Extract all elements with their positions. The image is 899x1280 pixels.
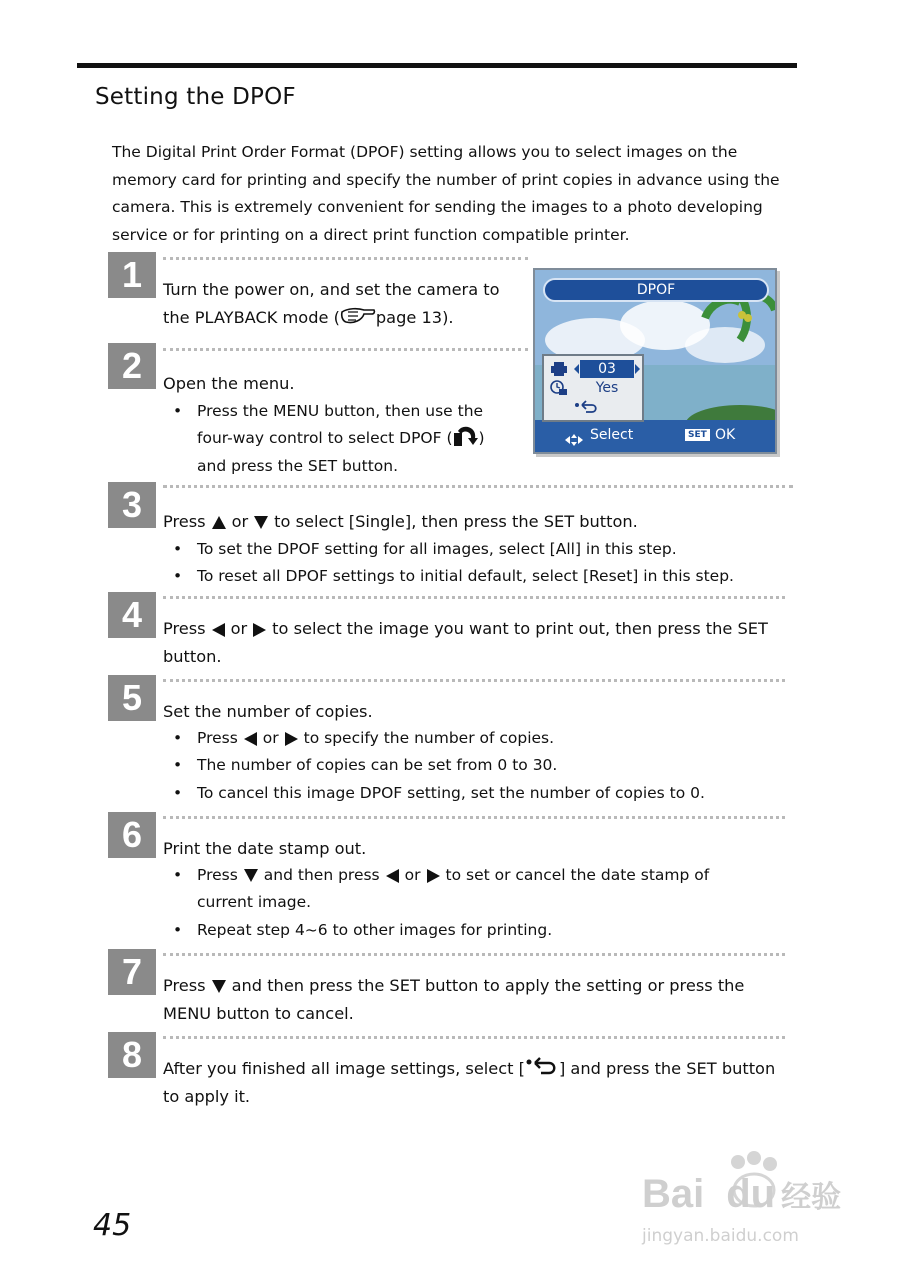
step-5-bullet-1: • Press or to specify the number of copies. — [173, 729, 555, 747]
step-7-text-cont: MENU button to cancel. — [163, 1004, 354, 1023]
step-5-bullet-3: • To cancel this image DPOF setting, set the number of copies to 0. — [173, 784, 705, 802]
page-reference-icon — [340, 306, 376, 326]
step-1-text: Turn the power on, and set the camera to the PLAYBACK mode ( page 13). — [163, 280, 500, 327]
step-6-bullet-1: • Press and then press or to set or cancel the date stamp of — [173, 866, 710, 884]
divider — [163, 816, 785, 819]
print-icon — [550, 361, 568, 381]
step-7-text: Press and then press the SET button to apply the setting or press the — [163, 976, 745, 995]
divider — [163, 953, 785, 956]
right-arrow-icon — [427, 869, 440, 883]
dpof-icon — [453, 425, 479, 447]
step-6-bullet-1-cont: current image. — [197, 893, 312, 911]
four-way-icon — [565, 429, 583, 454]
step-number-1: 1 — [108, 252, 156, 298]
watermark-url: jingyan.baidu.com — [642, 1226, 799, 1246]
watermark-cn: 经验 — [781, 1181, 842, 1214]
step-4-text: Press or to select the image you want to print out, then press the SET — [163, 619, 768, 638]
copies-value-box[interactable] — [580, 360, 634, 378]
dpof-header-label: DPOF — [636, 282, 676, 298]
divider — [163, 257, 528, 260]
page-number: 45 — [93, 1208, 132, 1243]
step-6-text: Print the date stamp out. — [163, 839, 367, 858]
divider — [163, 1036, 785, 1039]
exit-icon[interactable] — [574, 399, 600, 419]
exit-icon — [525, 1057, 559, 1077]
copies-left-arrow-icon — [574, 364, 579, 374]
date-stamp-icon — [550, 380, 568, 400]
step-6-bullet-2: • Repeat step 4~6 to other images for printing. — [173, 921, 553, 939]
step-5-bullet-2: • The number of copies can be set from 0 to 30. — [173, 756, 558, 774]
left-arrow-icon — [386, 869, 399, 883]
screen-footer — [535, 422, 775, 448]
copies-right-arrow-icon — [635, 364, 640, 374]
step-2-text: Open the menu. — [163, 374, 295, 393]
divider — [163, 596, 785, 599]
down-arrow-icon — [254, 516, 268, 529]
step-5-text: Set the number of copies. — [163, 702, 373, 721]
divider — [163, 485, 793, 488]
step-number-8: 8 — [108, 1032, 156, 1078]
copies-value: 03 — [598, 361, 616, 377]
top-rule — [77, 63, 797, 68]
step-number-4: 4 — [108, 592, 156, 638]
dpof-header-bar — [543, 278, 769, 302]
step-3-bullet-2: • To reset all DPOF settings to initial default, select [Reset] in this step. — [173, 567, 734, 585]
divider — [163, 348, 528, 351]
page-title: Setting the DPOF — [95, 84, 296, 110]
camera-screen — [533, 268, 777, 454]
step-2-bullet: • Press the MENU button, then use the — [173, 402, 484, 420]
left-arrow-icon — [244, 732, 257, 746]
step-8-text-cont: to apply it. — [163, 1087, 251, 1106]
watermark-brand2: du — [726, 1172, 776, 1216]
step-number-2: 2 — [108, 343, 156, 389]
divider — [163, 679, 785, 682]
right-arrow-icon — [253, 623, 266, 637]
step-2-bullet-cont: four-way control to select DPOF ( ) — [197, 425, 485, 453]
left-arrow-icon — [212, 623, 225, 637]
right-arrow-icon — [285, 732, 298, 746]
step-3-text: Press or to select [Single], then press the SET button. — [163, 512, 638, 531]
date-stamp-value: Yes — [595, 380, 619, 396]
step-number-6: 6 — [108, 812, 156, 858]
step-3-bullet-1: • To set the DPOF setting for all images, select [All] in this step. — [173, 540, 677, 558]
step-2-bullet-cont2: and press the SET button. — [197, 457, 399, 475]
down-arrow-icon — [244, 869, 258, 882]
step-4-text-cont: button. — [163, 647, 222, 666]
ok-label: OK — [715, 427, 736, 443]
set-badge: SET — [685, 429, 710, 441]
down-arrow-icon — [212, 980, 226, 993]
dpof-menu-panel — [542, 354, 644, 422]
intro-paragraph: The Digital Print Order Format (DPOF) setting allows you to select images on the memory card for printing and specify the number of print copies in advance using the camera. This is extremely convenient for sending the images to a photo developing service or for printing on a direct print function compatible printer. — [112, 143, 780, 244]
step-number-5: 5 — [108, 675, 156, 721]
select-label: Select — [590, 427, 634, 443]
baidu-watermark — [636, 1150, 866, 1260]
step-8-text: After you finished all image settings, select [ ] and press the SET button — [163, 1059, 776, 1078]
watermark-brand: Bai — [642, 1172, 705, 1216]
up-arrow-icon — [212, 516, 226, 529]
step-number-3: 3 — [108, 482, 156, 528]
step-number-7: 7 — [108, 949, 156, 995]
